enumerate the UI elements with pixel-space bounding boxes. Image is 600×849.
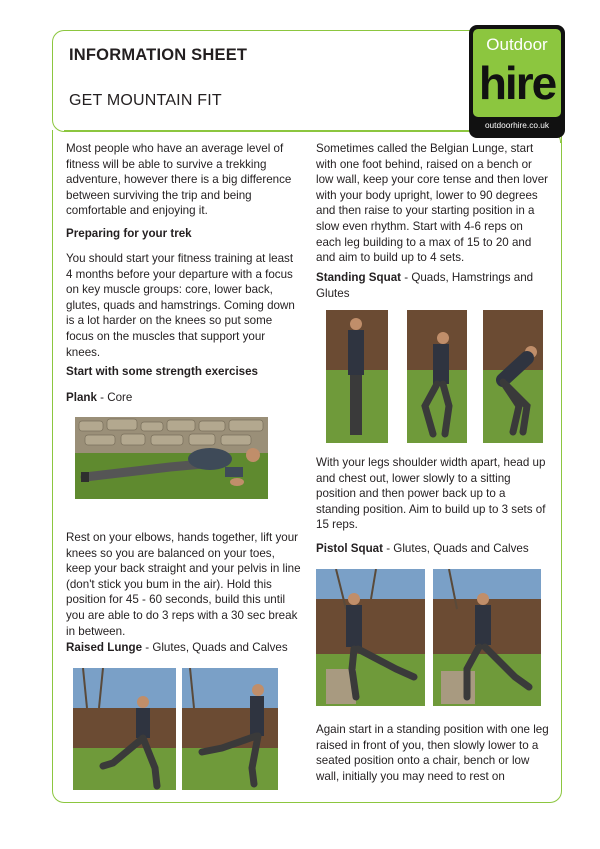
standing-squat-paragraph: With your legs shoulder width apart, head up and chest out, lower slowly to a sitting position and then power back up to a standing position. Aim to build up to 3 sets of 15 reps.	[316, 456, 546, 532]
pistol-squat-photo-1	[316, 569, 425, 706]
pistol-squat-heading	[316, 541, 550, 557]
standing-squat-heading	[316, 270, 550, 301]
standing-squat-photo-1	[326, 310, 388, 443]
intro-paragraph: Most people who have an average level of fitness will be able to survive a trekking adventure, however there is a big difference between surviving the trip and being comfortable and enjoying it.	[66, 142, 292, 218]
outdoorhire-logo	[469, 25, 565, 138]
logo-word-outdoor: Outdoor	[486, 35, 548, 54]
pistol-squat-photo-2	[433, 569, 541, 706]
plank-paragraph: Rest on your elbows, hands together, lift your knees so you are balanced on your toes, keep your back straight and your pelvis in line (don't stick you bum in the air). Hold this position for 45 - 60 seconds, build this until you are able to do 3 reps with a 30 sec break in between.	[66, 531, 301, 638]
plank-heading	[66, 390, 302, 406]
standing-squat-title: Standing Squat	[316, 271, 402, 284]
standing-squat-photo-3	[483, 310, 543, 443]
standing-squat-photo-2	[407, 310, 467, 443]
standing-squat-muscles: - Quads, Hamstrings and Glutes	[316, 271, 534, 300]
logo-word-hire: hire	[478, 57, 556, 109]
raised-lunge-photo-1	[73, 668, 176, 790]
strength-heading: Start with some strength exercises	[66, 365, 259, 378]
logo-url: outdoorhire.co.uk	[484, 120, 550, 130]
page-title: INFORMATION SHEET	[69, 46, 248, 64]
plank-muscles: - Core	[96, 391, 133, 404]
plank-photo	[75, 417, 268, 499]
preparing-paragraph: You should start your fitness training at least 4 months before your departure with a focus on key muscle groups: core, lower back, glutes, quads and hamstrings. Coming down is a lot harder on the knees so put some focus on the muscles that support your knees.	[66, 252, 295, 359]
raised-lunge-muscles: - Glutes, Quads and Calves	[142, 641, 288, 654]
raised-lunge-photo-2	[182, 668, 278, 790]
raised-lunge-heading	[66, 640, 306, 656]
raised-lunge-title: Raised Lunge	[66, 641, 143, 654]
pistol-squat-muscles: - Glutes, Quads and Calves	[383, 542, 529, 555]
plank-title: Plank	[66, 391, 97, 404]
preparing-heading: Preparing for your trek	[66, 227, 192, 240]
page-subtitle: GET MOUNTAIN FIT	[69, 92, 222, 109]
pistol-squat-title: Pistol Squat	[316, 542, 383, 555]
raised-lunge-paragraph: Sometimes called the Belgian Lunge, start with one foot behind, raised on a bench or low wall, keep your core tense and then lover with your body upright, lower to 90 degrees and then raise to your starting position in a slow even rhythm. Start with 4-6 reps on each leg building to a max of 15 to 20 and and aim to build up to 4 sets.	[316, 142, 549, 265]
pistol-squat-paragraph: Again start in a standing position with one leg raised in front of you, then slowly lower to a seated position onto a chair, bench or low wall, initially you may need to rest on	[316, 723, 549, 783]
